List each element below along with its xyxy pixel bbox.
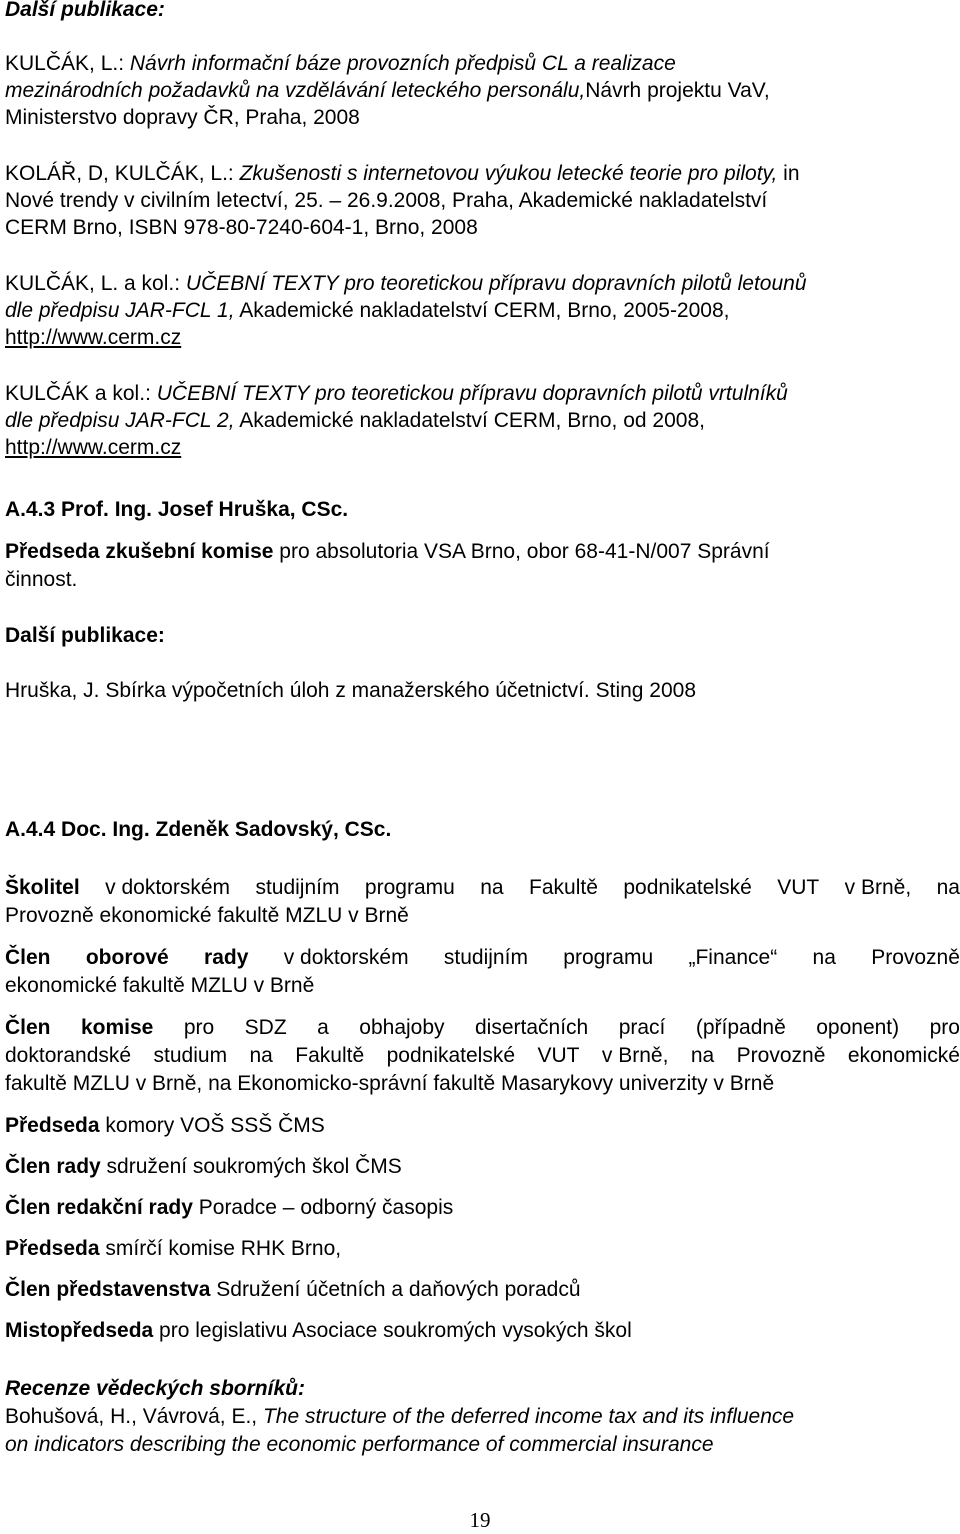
- separator: :: [227, 162, 240, 185]
- role-word: pro: [929, 1016, 960, 1039]
- role-word: „Finance“: [688, 946, 778, 969]
- review-entry: [5, 1403, 960, 1459]
- role-description: sdružení soukromých škol ČMS: [100, 1155, 402, 1178]
- entry-author: KULČÁK a kol.: [5, 382, 146, 405]
- role-line: [5, 944, 960, 972]
- role-line: [5, 1042, 960, 1070]
- entry-details: Nové trendy v civilním letectví, 25. – 26.9.2008, Praha, Akademické nakladatelství: [5, 189, 768, 212]
- role-word: (případně: [695, 1016, 786, 1039]
- entry-details: Návrh projektu VaV,: [585, 79, 770, 102]
- section-heading-publications: Další publikace:: [5, 624, 165, 647]
- review-title: on indicators describing the economic performance of commercial insurance: [5, 1433, 714, 1456]
- role-word: studijním: [255, 876, 340, 899]
- role-word: pro: [183, 1016, 215, 1039]
- role-title: Mistopředseda: [5, 1319, 154, 1342]
- role-word: Provozně: [736, 1044, 826, 1067]
- role-entry: [5, 1235, 960, 1263]
- role-word: programu: [364, 876, 455, 899]
- role-description: Poradce – odborný časopis: [192, 1196, 454, 1219]
- role-word: na: [480, 876, 504, 899]
- role-line: [5, 874, 960, 902]
- entry-author: KULČÁK, L. a kol.: [5, 272, 175, 295]
- section-heading-person: A.4.4 Doc. Ing. Zdeněk Sadovský, CSc.: [5, 818, 392, 841]
- role-word: podnikatelské: [386, 1044, 516, 1067]
- role-word: Fakultě: [529, 876, 598, 899]
- role-word: podnikatelské: [623, 876, 752, 899]
- role-title-word: komise: [80, 1016, 154, 1039]
- role-word: SDZ: [244, 1016, 287, 1039]
- role-line: [5, 1014, 960, 1042]
- role-entry: [5, 1317, 960, 1345]
- role-description: ekonomické fakultě MZLU v Brně: [5, 974, 315, 997]
- role-word: a: [317, 1016, 329, 1039]
- role-title-word: oborové: [85, 946, 169, 969]
- role-description: fakultě MZLU v Brně, na Ekonomicko-správní fakultě Masarykovy univerzity v Brně: [5, 1072, 775, 1095]
- publication-entry: Hruška, J. Sbírka výpočetních úloh z manažerského účetnictví. Sting 2008: [5, 679, 697, 702]
- section-heading-person: A.4.3 Prof. Ing. Josef Hruška, CSc.: [5, 498, 349, 521]
- role-word: doktorandské: [5, 1044, 132, 1067]
- review-title: The structure of the deferred income tax and its influence: [262, 1405, 795, 1428]
- entry-link[interactable]: http://www.cerm.cz: [5, 436, 182, 459]
- entry-details: in: [777, 162, 800, 185]
- entry-title: mezinárodních požadavků na vzdělávání leteckého personálu,: [5, 79, 586, 102]
- role-word: Fakultě: [295, 1044, 365, 1067]
- separator: ,: [251, 1405, 263, 1428]
- publication-entry: [5, 380, 960, 461]
- role-word: VUT: [537, 1044, 580, 1067]
- review-author: Bohušová, H., Vávrová, E.: [5, 1405, 252, 1428]
- role-word: prací: [618, 1016, 666, 1039]
- separator: :: [174, 272, 186, 295]
- role-word: oponent): [816, 1016, 900, 1039]
- role-word: na: [936, 876, 960, 899]
- role-title-word: Školitel: [5, 876, 80, 899]
- role-description: činnost.: [5, 568, 78, 591]
- entry-details: Ministerstvo dopravy ČR, Praha, 2008: [5, 106, 360, 129]
- publication-entry: [5, 160, 960, 241]
- role-word: v Brně,: [844, 876, 912, 899]
- role-title: Předseda zkušební komise: [5, 540, 274, 563]
- entry-author: KOLÁŘ, D, KULČÁK, L.: [5, 162, 228, 185]
- role-word: ekonomické: [847, 1044, 960, 1067]
- section-heading-publications: Další publikace:: [5, 0, 165, 21]
- role-word: v doktorském: [283, 946, 409, 969]
- entry-author: KULČÁK, L.: [5, 52, 119, 75]
- role-title-word: rady: [204, 946, 249, 969]
- role-word: studijním: [443, 946, 528, 969]
- role-word: v Brně,: [601, 1044, 669, 1067]
- role-description: Sdružení účetních a daňových poradců: [210, 1278, 581, 1301]
- role-entry: [5, 1112, 960, 1140]
- role-word: programu: [563, 946, 654, 969]
- role-title: Člen představenstva: [5, 1278, 211, 1301]
- role-word: obhajoby: [359, 1016, 445, 1039]
- role-word: Provozně: [871, 946, 960, 969]
- publication-entry: [5, 50, 960, 131]
- entry-details: Akademické nakladatelství CERM, Brno, od 2008,: [234, 409, 705, 432]
- entry-title: UČEBNÍ TEXTY pro teoretickou přípravu dopravních pilotů vrtulníků: [156, 382, 788, 405]
- entry-details: Akademické nakladatelství CERM, Brno, 2005-2008,: [234, 299, 730, 322]
- section-heading-reviews: Recenze vědeckých sborníků:: [5, 1377, 305, 1400]
- role-word: disertačních: [475, 1016, 589, 1039]
- role-title: Předseda: [5, 1237, 100, 1260]
- entry-title: Zkušenosti s internetovou výukou letecké teorie pro piloty,: [239, 162, 778, 185]
- role-description: komory VOŠ SSŠ ČMS: [99, 1114, 325, 1137]
- entry-details: CERM Brno, ISBN 978-80-7240-604-1, Brno, 2008: [5, 216, 478, 239]
- role-word: v doktorském: [105, 876, 231, 899]
- role-entry: [5, 1014, 960, 1098]
- entry-title: UČEBNÍ TEXTY pro teoretickou přípravu dopravních pilotů letounů: [185, 272, 807, 295]
- role-word: na: [812, 946, 836, 969]
- role-description: smírčí komise RHK Brno,: [99, 1237, 342, 1260]
- role-description: pro absolutoria VSA Brno, obor 68-41-N/007 Správní: [273, 540, 770, 563]
- separator: :: [118, 52, 130, 75]
- entry-title: dle předpisu JAR-FCL 1,: [5, 299, 235, 322]
- entry-link[interactable]: http://www.cerm.cz: [5, 326, 182, 349]
- role-entry: [5, 1194, 960, 1222]
- role-word: na: [249, 1044, 273, 1067]
- role-title-word: Člen: [5, 1016, 51, 1039]
- role-description: pro legislativu Asociace soukromých vysokých škol: [153, 1319, 632, 1342]
- role-word: na: [690, 1044, 715, 1067]
- role-word: studium: [153, 1044, 228, 1067]
- role-entry: [5, 874, 960, 930]
- separator: :: [145, 382, 157, 405]
- role-title-word: Člen: [5, 946, 51, 969]
- publication-entry: [5, 270, 960, 351]
- role-title: Člen redakční rady: [5, 1196, 193, 1219]
- role-title: Předseda: [5, 1114, 100, 1137]
- role-entry: [5, 1153, 960, 1181]
- role-entry: [5, 944, 960, 1000]
- role-title: Člen rady: [5, 1155, 101, 1178]
- entry-title: dle předpisu JAR-FCL 2,: [5, 409, 235, 432]
- role-entry: [5, 1276, 960, 1304]
- role-description: Provozně ekonomické fakultě MZLU v Brně: [5, 904, 409, 927]
- page-number: 19: [469, 1508, 491, 1532]
- entry-title: Návrh informační báze provozních předpisů CL a realizace: [129, 52, 676, 75]
- role-entry: [5, 538, 960, 594]
- role-word: VUT: [777, 876, 820, 899]
